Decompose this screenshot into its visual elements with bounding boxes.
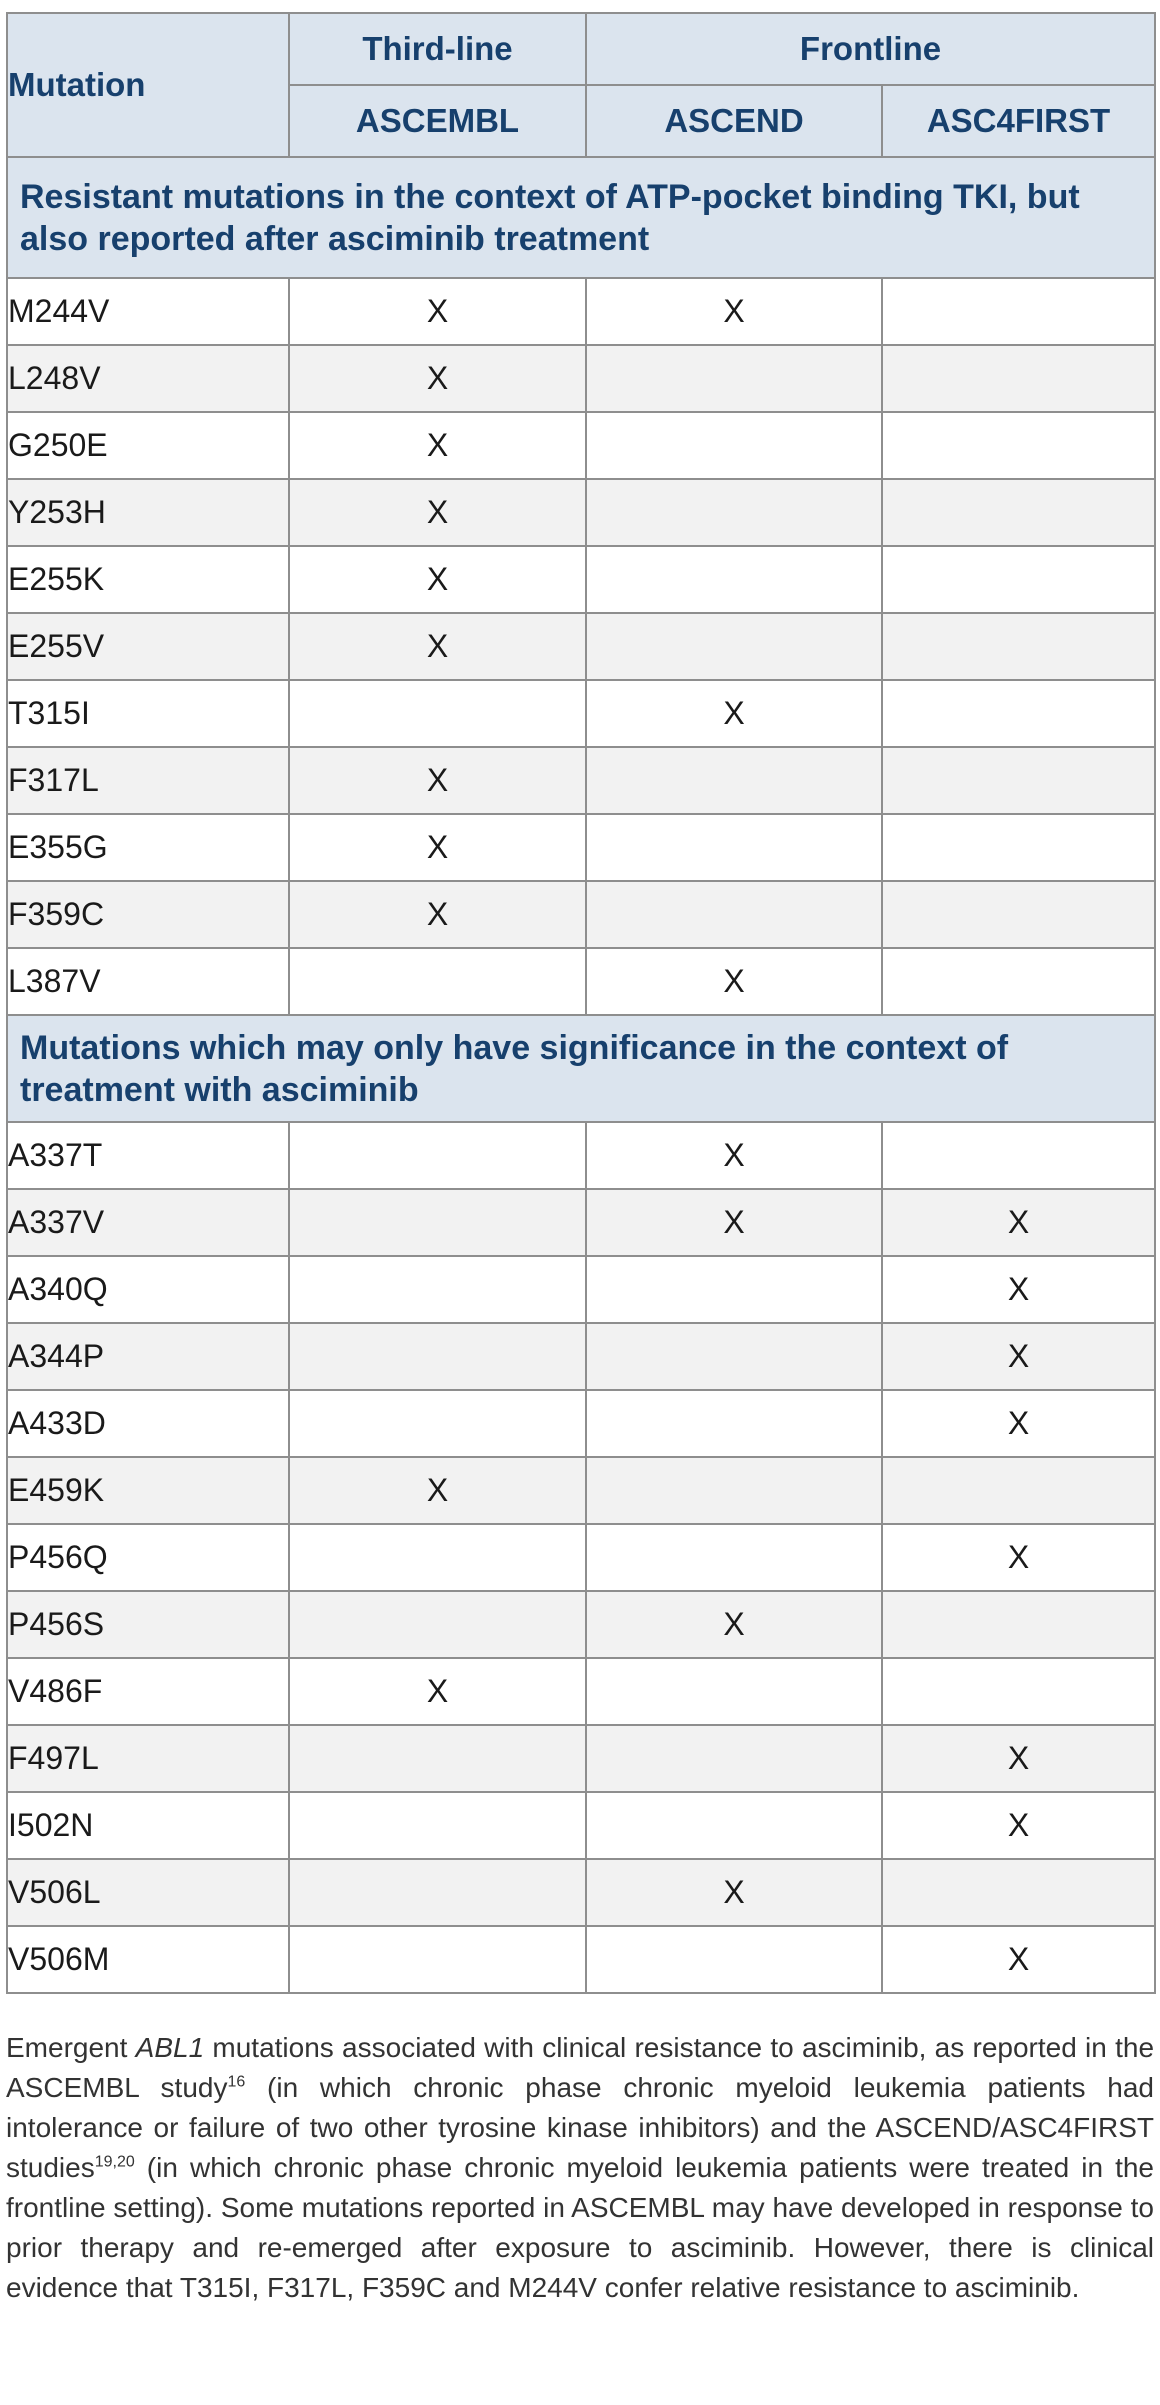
table-row (7, 1658, 1155, 1725)
table-row (7, 1926, 1155, 1993)
mutation-name-cell: E355G (7, 814, 289, 881)
table-row (7, 1256, 1155, 1323)
asc4first-cell (882, 1591, 1155, 1658)
ascend-cell (586, 1725, 882, 1792)
caption-ref-2: 19,20 (94, 2153, 135, 2171)
ascend-cell (586, 1792, 882, 1859)
header-asc4first: ASC4FIRST (882, 85, 1155, 157)
mutation-name-cell: G250E (7, 412, 289, 479)
mutation-name-cell: A337T (7, 1122, 289, 1189)
ascend-cell (586, 747, 882, 814)
table-row (7, 1591, 1155, 1658)
mutation-name-cell: Y253H (7, 479, 289, 546)
asc4first-cell (882, 1457, 1155, 1524)
ascend-cell (586, 1256, 882, 1323)
ascend-cell (586, 613, 882, 680)
table-row (7, 479, 1155, 546)
ascend-cell (586, 412, 882, 479)
ascembl-cell: X (289, 278, 586, 345)
mutation-name-cell: V486F (7, 1658, 289, 1725)
table-row (7, 1323, 1155, 1390)
mutation-name-cell: F317L (7, 747, 289, 814)
ascend-cell: X (586, 1859, 882, 1926)
asc4first-cell (882, 881, 1155, 948)
header-frontline: Frontline (586, 13, 1155, 85)
asc4first-cell (882, 747, 1155, 814)
ascembl-cell: X (289, 479, 586, 546)
caption-ref-1: 16 (227, 2073, 246, 2091)
mutation-name-cell: P456Q (7, 1524, 289, 1591)
section-header-row (7, 157, 1155, 278)
table-row (7, 278, 1155, 345)
asc4first-cell (882, 278, 1155, 345)
ascembl-cell (289, 1390, 586, 1457)
mutation-name-cell: E255K (7, 546, 289, 613)
section-title: Resistant mutations in the context of ATP-pocket binding TKI, but also reported after asciminib treatment (7, 157, 1155, 278)
ascembl-cell: X (289, 345, 586, 412)
ascembl-cell (289, 1926, 586, 1993)
asc4first-cell: X (882, 1725, 1155, 1792)
ascend-cell (586, 1323, 882, 1390)
ascend-cell (586, 546, 882, 613)
ascend-cell: X (586, 1122, 882, 1189)
table-caption (6, 2028, 1154, 2308)
table-row (7, 412, 1155, 479)
table-row (7, 1189, 1155, 1256)
asc4first-cell (882, 1859, 1155, 1926)
ascend-cell (586, 1658, 882, 1725)
asc4first-cell: X (882, 1792, 1155, 1859)
mutation-name-cell: F359C (7, 881, 289, 948)
mutation-name-cell: I502N (7, 1792, 289, 1859)
table-row (7, 1524, 1155, 1591)
ascembl-cell (289, 948, 586, 1015)
mutation-name-cell: F497L (7, 1725, 289, 1792)
ascend-cell (586, 1390, 882, 1457)
ascend-cell (586, 345, 882, 412)
ascend-cell: X (586, 1189, 882, 1256)
table-row (7, 948, 1155, 1015)
page (6, 12, 1154, 1994)
mutation-name-cell: P456S (7, 1591, 289, 1658)
caption-text-3: (in which chronic phase chronic myeloid leukemia patients had intolerance or failure of two other tyrosine kinase inhibitors) and the ASCEND/ASC4FIRST studies (6, 2072, 1155, 2183)
ascembl-cell (289, 1524, 586, 1591)
caption-text-4: (in which chronic phase chronic myeloid leukemia patients were treated in the frontline setting). Some mutations reported in ASCEMBL may have developed in response to prior therapy and re-emerged after exposure to asciminib. However, there is clinical evidence that T315I, F317L, F359C and M244V confer relative resistance to asciminib. (6, 2152, 1154, 2303)
ascend-cell: X (586, 948, 882, 1015)
ascend-cell (586, 1926, 882, 1993)
table-row (7, 881, 1155, 948)
mutation-name-cell: E459K (7, 1457, 289, 1524)
table-row (7, 546, 1155, 613)
mutation-name-cell: V506M (7, 1926, 289, 1993)
table-body (7, 157, 1155, 1993)
table-row (7, 613, 1155, 680)
caption-text-2: mutations associated with clinical resistance to asciminib, as reported in the ASCEMBL study (6, 2032, 1155, 2103)
mutation-name-cell: A344P (7, 1323, 289, 1390)
mutation-name-cell: A340Q (7, 1256, 289, 1323)
ascembl-cell (289, 1591, 586, 1658)
asc4first-cell (882, 1122, 1155, 1189)
mutation-name-cell: V506L (7, 1859, 289, 1926)
section-title: Mutations which may only have significance in the context of treatment with asciminib (7, 1015, 1155, 1122)
table-row (7, 1457, 1155, 1524)
ascend-cell: X (586, 278, 882, 345)
ascend-cell (586, 881, 882, 948)
ascembl-cell: X (289, 1457, 586, 1524)
ascembl-cell: X (289, 881, 586, 948)
table-row (7, 1792, 1155, 1859)
table-row (7, 1390, 1155, 1457)
ascembl-cell: X (289, 412, 586, 479)
ascembl-cell: X (289, 613, 586, 680)
mutation-name-cell: L387V (7, 948, 289, 1015)
ascembl-cell: X (289, 1658, 586, 1725)
header-third-line: Third-line (289, 13, 586, 85)
mutation-name-cell: T315I (7, 680, 289, 747)
table-row (7, 1122, 1155, 1189)
ascembl-cell (289, 1725, 586, 1792)
ascend-cell (586, 479, 882, 546)
asc4first-cell: X (882, 1524, 1155, 1591)
header-mutation: Mutation (7, 13, 289, 157)
header-ascend: ASCEND (586, 85, 882, 157)
ascembl-cell: X (289, 546, 586, 613)
mutation-name-cell: M244V (7, 278, 289, 345)
asc4first-cell: X (882, 1256, 1155, 1323)
ascembl-cell (289, 1859, 586, 1926)
asc4first-cell: X (882, 1926, 1155, 1993)
asc4first-cell (882, 814, 1155, 881)
caption-text-1: Emergent (6, 2032, 136, 2063)
asc4first-cell (882, 546, 1155, 613)
mutation-name-cell: A433D (7, 1390, 289, 1457)
ascend-cell (586, 1457, 882, 1524)
table-row (7, 1859, 1155, 1926)
ascembl-cell: X (289, 814, 586, 881)
table-row (7, 747, 1155, 814)
table-row (7, 680, 1155, 747)
mutation-name-cell: A337V (7, 1189, 289, 1256)
table-row (7, 814, 1155, 881)
table-row (7, 345, 1155, 412)
ascembl-cell (289, 1792, 586, 1859)
ascend-cell: X (586, 680, 882, 747)
ascend-cell: X (586, 1591, 882, 1658)
mutation-name-cell: E255V (7, 613, 289, 680)
mutation-table (6, 12, 1156, 1994)
ascend-cell (586, 1524, 882, 1591)
mutation-name-cell: L248V (7, 345, 289, 412)
asc4first-cell (882, 345, 1155, 412)
asc4first-cell (882, 479, 1155, 546)
table-row (7, 1725, 1155, 1792)
ascembl-cell: X (289, 747, 586, 814)
asc4first-cell: X (882, 1189, 1155, 1256)
asc4first-cell (882, 1658, 1155, 1725)
ascembl-cell (289, 1256, 586, 1323)
ascembl-cell (289, 1323, 586, 1390)
asc4first-cell (882, 948, 1155, 1015)
ascembl-cell (289, 1189, 586, 1256)
header-ascembl: ASCEMBL (289, 85, 586, 157)
asc4first-cell (882, 412, 1155, 479)
asc4first-cell: X (882, 1323, 1155, 1390)
ascembl-cell (289, 1122, 586, 1189)
header-row-1 (7, 13, 1155, 85)
asc4first-cell (882, 680, 1155, 747)
ascembl-cell (289, 680, 586, 747)
caption-gene: ABL1 (135, 2032, 205, 2063)
ascend-cell (586, 814, 882, 881)
section-header-row (7, 1015, 1155, 1122)
asc4first-cell (882, 613, 1155, 680)
asc4first-cell: X (882, 1390, 1155, 1457)
